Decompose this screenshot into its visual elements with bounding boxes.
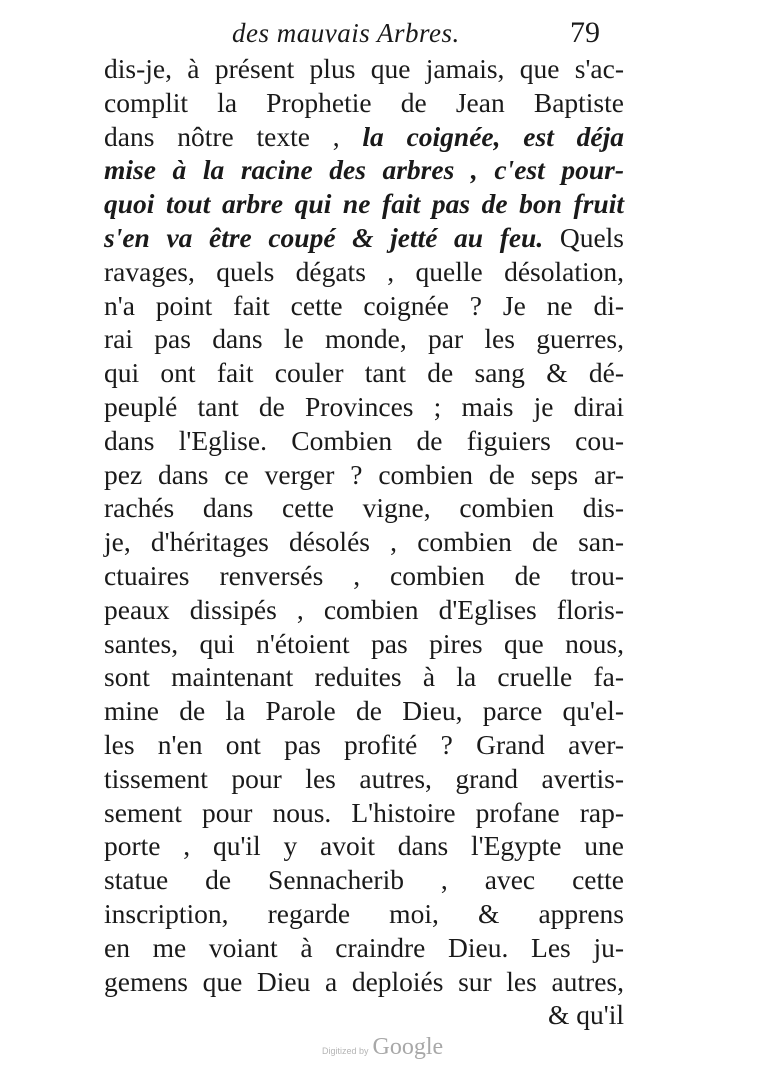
roman-span: dans nôtre texte , (104, 120, 363, 152)
body-text (104, 52, 624, 1032)
text-line: peuplé tant de Provinces ; mais je dirai (104, 390, 624, 422)
text-line: statue de Sennacherib , avec cette (104, 864, 624, 896)
roman-span: Quels (543, 221, 624, 253)
digitizer-watermark (322, 1034, 443, 1061)
text-line: dis-je, à présent plus que jamais, que s'ac- (104, 53, 624, 84)
text-line: rachés dans cette vigne, combien dis- (104, 492, 624, 524)
text-line: les n'en ont pas profité ? Grand aver- (104, 728, 624, 760)
text-line: inscription, regarde moi, & apprens (104, 897, 624, 929)
digitized-by-label: Digitized by (322, 1046, 369, 1056)
text-line: je, d'héritages désolés , combien de san- (104, 526, 624, 558)
text-line: qui ont fait couler tant de sang & dé- (104, 357, 624, 389)
text-line: dans l'Eglise. Combien de figuiers cou- (104, 424, 624, 456)
text-line (104, 221, 624, 255)
text-line: ctuaires renversés , combien de trou- (104, 559, 624, 591)
text-line: pez dans ce verger ? combien de seps ar- (104, 458, 624, 490)
text-line: en me voiant à craindre Dieu. Les ju- (104, 931, 624, 963)
page-number: 79 (570, 16, 600, 49)
text-line: tissement pour les autres, grand avertis- (104, 762, 624, 794)
text-line: quoi tout arbre qui ne fait pas de bon fruit (104, 188, 624, 220)
text-line: peaux dissipés , combien d'Eglises floris- (104, 593, 624, 625)
text-line: santes, qui n'étoient pas pires que nous, (104, 627, 624, 659)
text-line: & qu'il (547, 999, 624, 1031)
text-line: sont maintenant reduites à la cruelle fa- (104, 661, 624, 693)
text-line: mise à la racine des arbres , c'est pour- (104, 154, 624, 186)
text-line: gemens que Dieu a deploiés sur les autres, (104, 965, 624, 997)
text-line: mine de la Parole de Dieu, parce qu'el- (104, 695, 624, 727)
italic-span: s'en va être coupé & jetté au feu. (104, 221, 544, 253)
text-line: n'a point fait cette coignée ? Je ne di- (104, 289, 624, 321)
text-line: sement pour nous. L'histoire profane rap- (104, 796, 624, 828)
running-head: des mauvais Arbres. (232, 18, 460, 48)
text-line: rai pas dans le monde, par les guerres, (104, 323, 624, 355)
google-logo: Google (372, 1034, 444, 1060)
text-line: porte , qu'il y avoit dans l'Egypte une (104, 830, 624, 862)
text-line (104, 120, 624, 154)
italic-span: la coignée, est déja (362, 120, 624, 152)
text-line: complit la Prophetie de Jean Baptiste (104, 86, 624, 118)
text-line: ravages, quels dégats , quelle désolation, (104, 255, 624, 287)
